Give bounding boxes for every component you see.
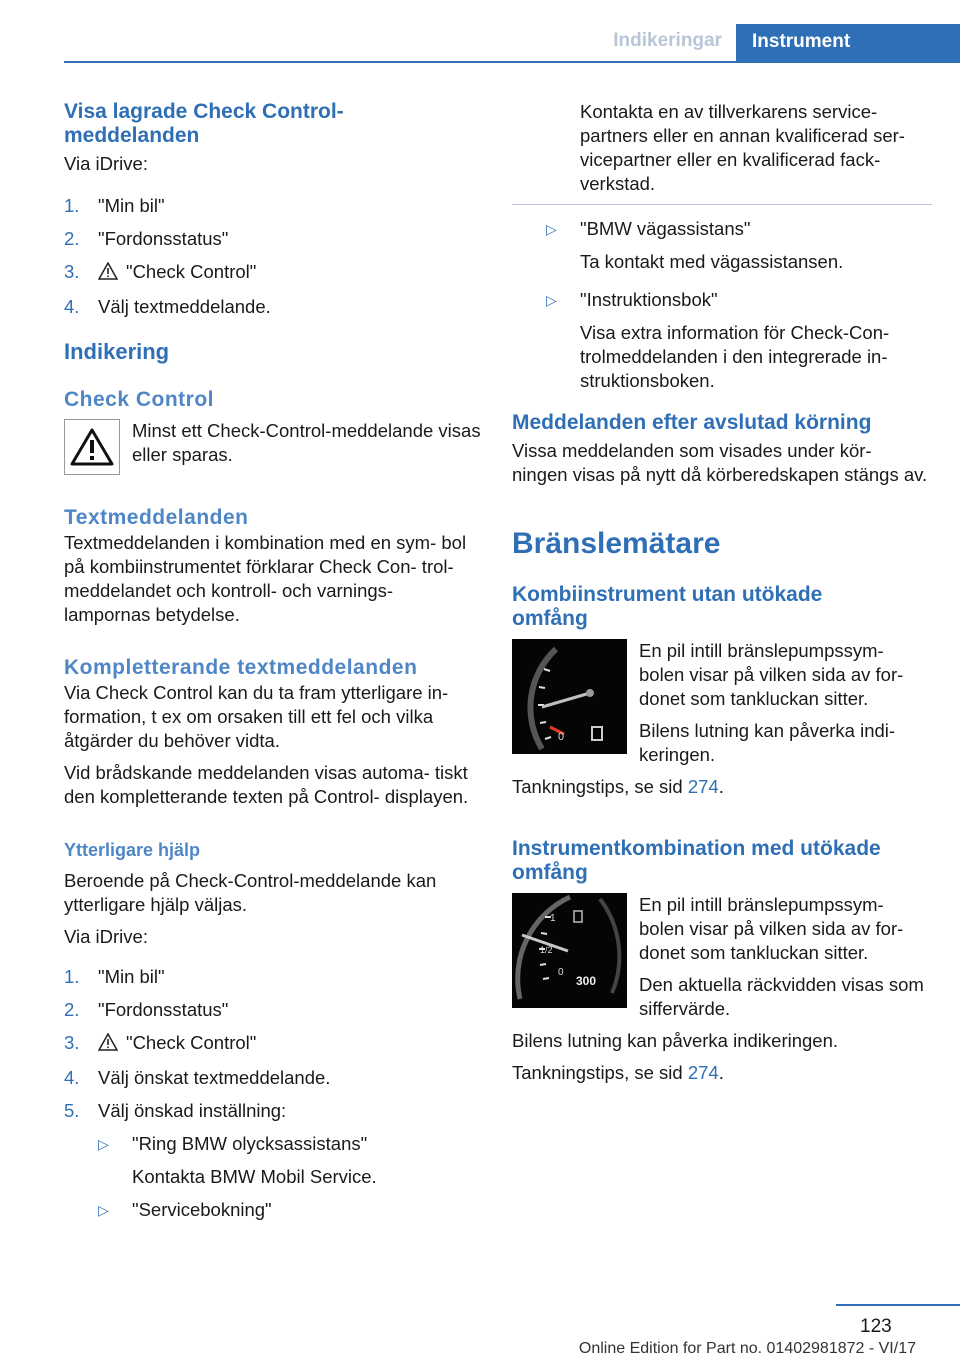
list-item: 3. "Check Control" (64, 1031, 484, 1057)
list-item: 4. Välj textmeddelande. (64, 296, 271, 317)
kompletterande-paragraph-2: Vid brådskande meddelanden visas automa- tiskt den kompletterande texten på Control- displayen. (64, 762, 469, 807)
heading-kompletterande: Kompletterande textmeddelanden (64, 656, 418, 679)
option-sublist (546, 217, 932, 393)
utan-paragraph-1: En pil intill bränslepumpssym- bolen visar på vilken sida av for- donet som tankluckan sitter. (639, 640, 904, 709)
heading-utan-utokade: Kombiinstrument utan utökade omfång (512, 583, 823, 630)
right-column (512, 100, 932, 1085)
page-link[interactable]: 274 (687, 1062, 719, 1083)
bullet-triangle-icon: ▷ (98, 1202, 109, 1218)
list-item: 2. "Fordonsstatus" (64, 999, 229, 1020)
bullet-triangle-icon: ▷ (546, 292, 557, 308)
fuel-gauge-image (512, 893, 627, 1008)
heading-branslematare: Bränslemätare (512, 527, 721, 560)
page-link[interactable]: 274 (687, 776, 719, 797)
edition-footer: Online Edition for Part no. 01402981872 - VI/17 (578, 1340, 916, 1357)
warning-triangle-icon (98, 262, 118, 286)
svg-text:1: 1 (550, 913, 556, 924)
fuel-gauge-image (512, 639, 627, 754)
heading-ytterligare: Ytterligare hjälp (64, 840, 201, 860)
check-control-box (64, 419, 484, 475)
heading-med-utokade: Instrumentkombination med utökade omfång (512, 837, 881, 884)
ytterligare-paragraph: Beroende på Check-Control-meddelande kan ytterligare hjälp väljas. (64, 870, 437, 915)
utan-paragraph-2: Bilens lutning kan påverka indi- keringen. (639, 720, 896, 765)
warning-triangle-icon (98, 1033, 118, 1057)
via-idrive: Via iDrive: (64, 153, 148, 174)
svg-text:0: 0 (558, 731, 565, 743)
divider (512, 204, 932, 205)
list-item: 5. Välj önskad inställning: (64, 1100, 287, 1121)
med-paragraph-2: Den aktuella räckvidden visas som siffervärde. (639, 974, 924, 1019)
med-paragraph-3: Bilens lutning kan påverka indikeringen. (512, 1030, 839, 1051)
bullet-triangle-icon: ▷ (98, 1136, 109, 1152)
list-item: ▷ "Ring BMW olycksassistans" Kontakta BMW Mobil Service. (98, 1133, 377, 1187)
svg-text:300: 300 (576, 974, 597, 988)
list-item: ▷ "Servicebokning" (98, 1199, 272, 1220)
via-idrive: Via iDrive: (64, 926, 148, 947)
list-item: 4. Välj önskat textmeddelande. (64, 1067, 331, 1088)
heading-textmeddelanden: Textmeddelanden (64, 506, 249, 529)
page-header (64, 24, 960, 62)
warning-triangle-icon (64, 419, 120, 475)
header-rule (64, 61, 960, 63)
footer-rule (836, 1304, 960, 1306)
check-control-text: Minst ett Check-Control-meddelande visas eller sparas. (132, 420, 481, 465)
section-tab[interactable]: Indikeringar (613, 30, 722, 51)
list-item: 2. "Fordonsstatus" (64, 228, 229, 249)
svg-text:0: 0 (558, 967, 564, 978)
med-paragraph-1: En pil intill bränslepumpssym- bolen visar på vilken sida av for- donet som tankluckan sitter. (639, 894, 904, 963)
tankningstips-2: Tankningstips, se sid 274. (512, 1062, 724, 1083)
list-item: 1. "Min bil" (64, 966, 165, 987)
kompletterande-paragraph-1: Via Check Control kan du ta fram ytterligare in- formation, t ex om orsaken till ett fel och vilka åtgärder du behöver vidta. (64, 682, 449, 751)
tankningstips-1: Tankningstips, se sid 274. (512, 776, 724, 797)
fuel-gauge-row-1 (512, 639, 932, 767)
heading-check-control: Check Control (64, 388, 215, 411)
heading-indikering: Indikering (64, 339, 170, 364)
bullet-triangle-icon: ▷ (546, 221, 557, 237)
heading-saved-check-control: Visa lagrade Check Control-meddelanden (64, 100, 344, 147)
fuel-gauge-row-2 (512, 893, 932, 1021)
textmeddelanden-paragraph: Textmeddelanden i kombination med en sym- bol på kombiinstrumentet förklarar Check Con- trol-meddelandet och kontroll- och varnings- lampornas betydelse. (64, 532, 467, 625)
steps-list-2 (64, 965, 484, 1123)
service-continuation: Kontakta en av tillverkarens service- partners eller en annan kvalificerad ser- vicepartner eller en kvalificerad fack- verkstad. (580, 101, 905, 194)
steps-list-1 (64, 194, 484, 319)
list-item: ▷ "Instruktionsbok" Visa extra information för Check-Con- trolmeddelanden i den integrerade in- struktionsboken. (546, 289, 890, 391)
left-column (64, 100, 484, 1231)
list-item: 3. "Check Control" (64, 260, 484, 286)
list-item: ▷ "BMW vägassistans" Ta kontakt med vägassistansen. (546, 218, 844, 272)
list-item: 1. "Min bil" (64, 195, 165, 216)
heading-efter-korning: Meddelanden efter avslutad körning (512, 411, 872, 434)
page-number: 123 (860, 1316, 892, 1337)
chapter-tab[interactable]: Instrument (736, 24, 960, 62)
option-sublist (98, 1132, 484, 1222)
svg-text:1/2: 1/2 (540, 945, 553, 955)
efter-paragraph: Vissa meddelanden som visades under kör- ningen visas på nytt då körberedskapen stängs av. (512, 440, 928, 485)
